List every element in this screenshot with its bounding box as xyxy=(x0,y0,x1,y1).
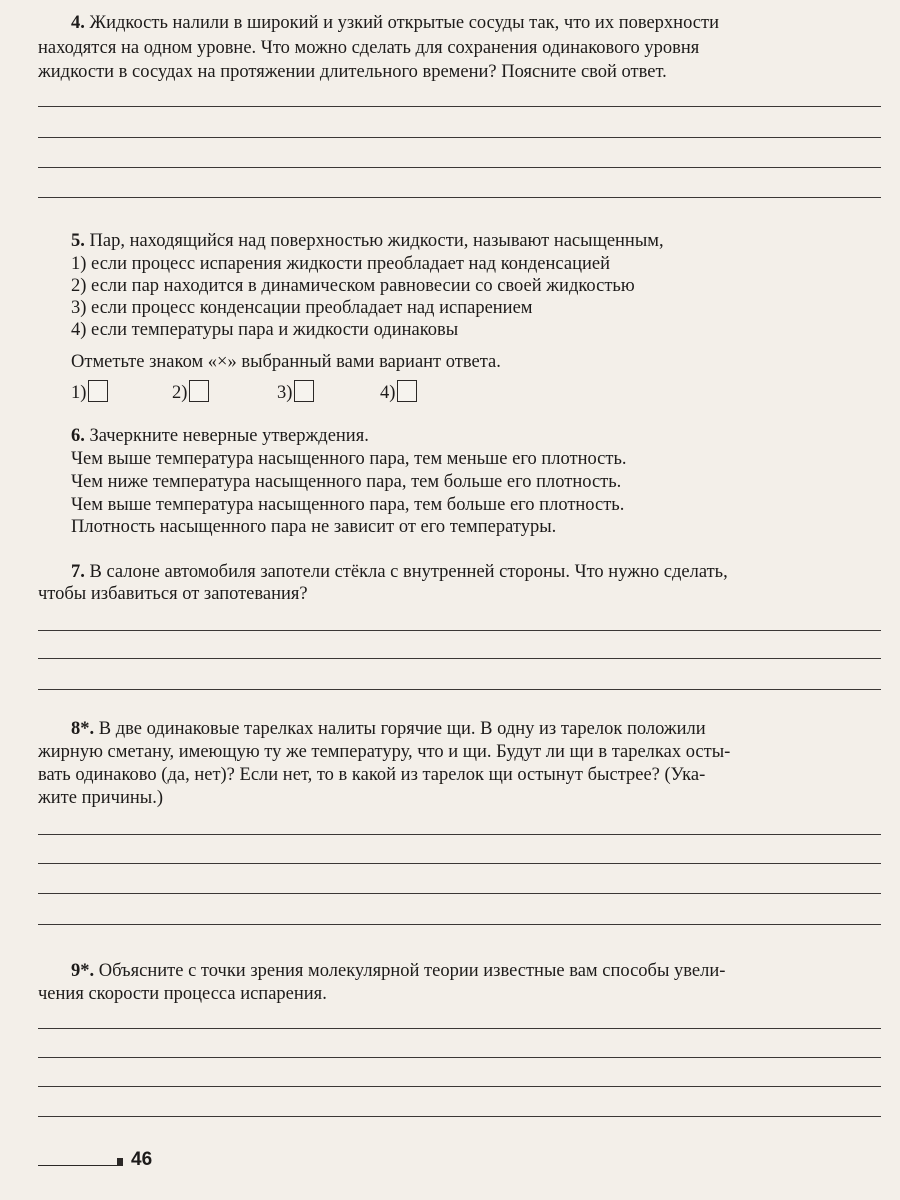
question-number: 5. xyxy=(71,231,85,251)
question-text-line: Пар, находящийся над поверхностью жидкости, называют насыщенным, xyxy=(89,231,664,251)
answer-line[interactable] xyxy=(38,167,881,168)
question-text-line: В салоне автомобиля запотели стёкла с внутренней стороны. Что нужно сделать, xyxy=(89,562,728,582)
question-number: 6. xyxy=(71,426,85,446)
question-number: 9*. xyxy=(71,961,95,981)
question-number: 8*. xyxy=(71,719,95,739)
statement[interactable]: Чем выше температура насыщенного пара, тем меньше его плотность. xyxy=(71,449,627,469)
answer-line[interactable] xyxy=(38,1028,881,1029)
question-text-line: В две одинаковые тарелках налиты горячие щи. В одну из тарелок положили xyxy=(98,719,706,739)
option-box-2[interactable] xyxy=(172,380,209,404)
answer-line[interactable] xyxy=(38,689,881,690)
answer-line[interactable] xyxy=(38,924,881,925)
option-box-4[interactable] xyxy=(380,380,417,404)
option-label: 2) xyxy=(172,383,188,403)
answer-option-2: 2) если пар находится в динамическом равновесии со своей жидкостью xyxy=(71,276,635,296)
answer-line[interactable] xyxy=(38,1086,881,1087)
footer-divider xyxy=(38,1165,118,1166)
checkbox[interactable] xyxy=(189,380,209,402)
answer-line[interactable] xyxy=(38,863,881,864)
question-text-line: жирную сметану, имеющую ту же температуру, что и щи. Будут ли щи в тарелках осты- xyxy=(38,742,731,762)
option-label: 3) xyxy=(277,383,293,403)
statement[interactable]: Чем ниже температура насыщенного пара, тем больше его плотность. xyxy=(71,472,622,492)
answer-option-3: 3) если процесс конденсации преобладает над испарением xyxy=(71,298,533,318)
answer-line[interactable] xyxy=(38,1057,881,1058)
question-text-line: чтобы избавиться от запотевания? xyxy=(38,584,308,604)
answer-line[interactable] xyxy=(38,834,881,835)
instruction-text: Отметьте знаком «×» выбранный вами вариант ответа. xyxy=(71,352,501,372)
answer-option-1: 1) если процесс испарения жидкости преобладаeт над конденсацией xyxy=(71,254,610,274)
answer-line[interactable] xyxy=(38,106,881,107)
question-text-line: Жидкость налили в широкий и узкий открытые сосуды так, что их поверхности xyxy=(89,13,719,33)
question-text-line: находятся на одном уровне. Что можно сделать для сохранения одинакового уровня xyxy=(38,38,700,58)
question-text-line: вать одинаково (да, нет)? Если нет, то в какой из тарелок щи остынут быстрее? (Ука- xyxy=(38,765,706,785)
checkbox[interactable] xyxy=(88,380,108,402)
footer-square-icon xyxy=(117,1158,123,1166)
question-number: 4. xyxy=(71,13,85,33)
option-label: 4) xyxy=(380,383,396,403)
answer-line[interactable] xyxy=(38,658,881,659)
option-label: 1) xyxy=(71,383,87,403)
option-box-3[interactable] xyxy=(277,380,314,404)
question-text-line: чения скорости процесса испарения. xyxy=(38,984,327,1004)
page-number: 46 xyxy=(131,1149,153,1170)
answer-option-4: 4) если температуры пара и жидкости одинаковы xyxy=(71,320,459,340)
checkbox[interactable] xyxy=(294,380,314,402)
statement[interactable]: Чем выше температура насыщенного пара, тем больше его плотность. xyxy=(71,495,625,515)
statement[interactable]: Плотность насыщенного пара не зависит от его температуры. xyxy=(71,517,557,537)
option-box-1[interactable] xyxy=(71,380,108,404)
question-text-line: Зачеркните неверные утверждения. xyxy=(89,426,369,446)
answer-line[interactable] xyxy=(38,197,881,198)
question-text-line: жидкости в сосудах на протяжении длительного времени? Поясните свой ответ. xyxy=(38,62,667,82)
checkbox[interactable] xyxy=(397,380,417,402)
answer-line[interactable] xyxy=(38,630,881,631)
question-text-line: жите причины.) xyxy=(38,788,163,808)
answer-line[interactable] xyxy=(38,893,881,894)
answer-line[interactable] xyxy=(38,137,881,138)
question-number: 7. xyxy=(71,562,85,582)
answer-line[interactable] xyxy=(38,1116,881,1117)
question-text-line: Объясните с точки зрения молекулярной теории известные вам способы увели- xyxy=(98,961,726,981)
